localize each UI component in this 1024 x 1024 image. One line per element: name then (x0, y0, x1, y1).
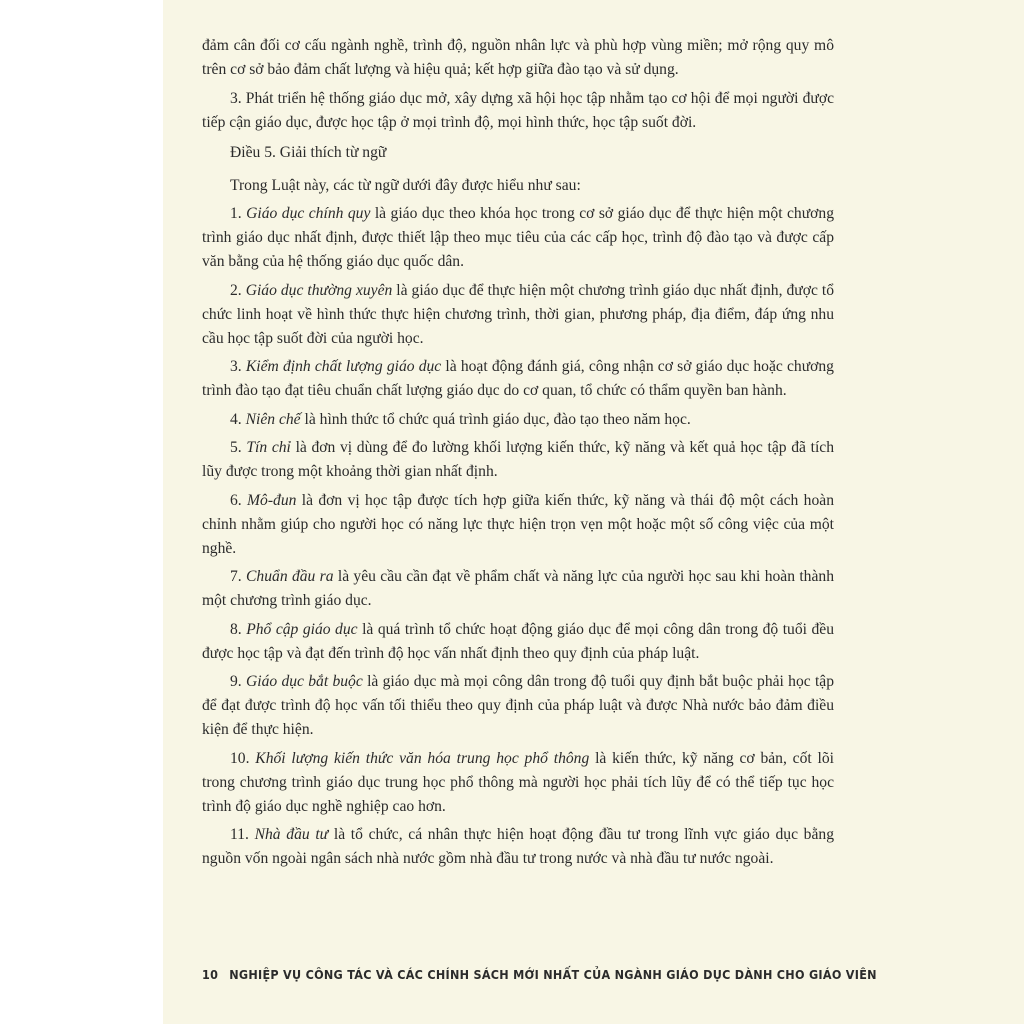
definition-text: là kiến thức, kỹ năng cơ bản, cốt lõi trong chương trình giáo dục trung học phổ thông mà người học phải tích lũy để có thể tiếp tục học trình độ giáo dục nghề nghiệp cao hơn. (202, 749, 834, 815)
definition-term: Niên chế (245, 410, 301, 428)
definition-term: Kiểm định chất lượng giáo dục (245, 358, 442, 375)
definition-text: là giáo dục mà mọi công dân trong độ tuổi quy định bắt buộc phải học tập để đạt được trình độ học vấn tối thiểu theo quy định của pháp luật và được Nhà nước bảo đảm điều kiện để thực hiện. (202, 673, 835, 738)
running-title: NGHIỆP VỤ CÔNG TÁC VÀ CÁC CHÍNH SÁCH MỚI NHẤT CỦA NGÀNH GIÁO DỤC DÀNH CHO GIÁO VIÊN (229, 968, 877, 982)
definition-number: 9. (230, 673, 246, 690)
article-heading: Điều 5. Giải thích từ ngữ (230, 143, 387, 161)
definition-3 (202, 355, 834, 403)
definition-6 (202, 489, 834, 561)
definition-text: là hình thức tổ chức quá trình giáo dục, đào tạo theo năm học. (300, 410, 691, 428)
definition-text: là đơn vị học tập được tích hợp giữa kiến thức, kỹ năng và thái độ một cách hoàn chỉnh nhằm giúp cho người học có năng lực thực hiện trọn vẹn một hoặc một số công việc của một nghề. (202, 491, 834, 557)
paragraph-continuation: đảm cân đối cơ cấu ngành nghề, trình độ, nguồn nhân lực và phù hợp vùng miền; mở rộng quy mô trên cơ sở bảo đảm chất lượng và hiệu quả; kết hợp giữa đào tạo và sử dụng. (202, 37, 834, 78)
definition-text: là quá trình tổ chức hoạt động giáo dục để mọi công dân trong độ tuổi đều được học tập và đạt đến trình độ học vấn nhất định theo quy định của pháp luật. (202, 620, 834, 662)
article-intro: Trong Luật này, các từ ngữ dưới đây được hiểu như sau: (230, 176, 581, 194)
definition-term: Giáo dục chính quy (246, 205, 371, 222)
definition-number: 11. (230, 826, 255, 843)
definition-8 (202, 618, 834, 666)
definition-5 (202, 436, 834, 484)
definition-term: Giáo dục thường xuyên (245, 281, 393, 299)
definition-1 (202, 202, 834, 274)
definition-7 (202, 565, 834, 613)
definition-number: 3. (230, 358, 246, 375)
definition-number: 4. (230, 410, 246, 428)
definition-2 (202, 279, 834, 351)
definition-number: 8. (230, 620, 247, 638)
definition-11 (202, 823, 834, 871)
definition-term: Giáo dục bắt buộc (245, 673, 363, 690)
definition-number: 1. (230, 205, 247, 222)
definition-9 (202, 670, 834, 742)
page-number: 10 (202, 968, 219, 982)
definition-term: Nhà đầu tư (254, 826, 329, 843)
definition-number: 2. (230, 281, 246, 299)
definition-text: là giáo dục để thực hiện một chương trình giáo dục nhất định, được tổ chức linh hoạt về hình thức thực hiện chương trình, thời gian, phương pháp, địa điểm, đáp ứng nhu cầu học tập suốt đời của người học. (202, 281, 835, 347)
definition-term: Mô-đun (247, 491, 297, 509)
definition-term: Tín chỉ (246, 439, 291, 456)
definition-number: 5. (230, 439, 247, 456)
paragraph-item-3: 3. Phát triển hệ thống giáo dục mở, xây dựng xã hội học tập nhằm tạo cơ hội để mọi người được tiếp cận giáo dục, được học tập ở mọi trình độ, mọi hình thức, học tập suốt đời. (202, 89, 834, 131)
page-footer (202, 968, 877, 982)
definition-4 (202, 408, 834, 432)
definition-number: 7. (230, 568, 247, 585)
definition-number: 10. (230, 749, 256, 767)
definition-number: 6. (230, 491, 248, 509)
page-body (202, 34, 834, 876)
definition-text: là đơn vị dùng để đo lường khối lượng kiến thức, kỹ năng và kết quả học tập đã tích lũy được trong một khoảng thời gian nhất định. (202, 439, 834, 480)
definition-term: Khối lượng kiến thức văn hóa trung học phổ thông (255, 749, 590, 767)
definition-text: là giáo dục theo khóa học trong cơ sở giáo dục để thực hiện một chương trình giáo dục nhất định, được thiết lập theo mục tiêu của các cấp học, trình độ đào tạo và được cấp văn bằng của hệ thống giáo dục quốc dân. (202, 205, 835, 270)
definition-10 (202, 747, 834, 819)
definition-term: Chuẩn đầu ra (246, 568, 334, 585)
definition-text: là tổ chức, cá nhân thực hiện hoạt động đầu tư trong lĩnh vực giáo dục bằng nguồn vốn ngoài ngân sách nhà nước gồm nhà đầu tư trong nước và nhà đầu tư nước ngoài. (202, 826, 834, 867)
definition-text: là yêu cầu cần đạt về phẩm chất và năng lực của người học sau khi hoàn thành một chương trình giáo dục. (202, 568, 834, 609)
definition-term: Phổ cập giáo dục (246, 620, 358, 638)
definition-text: là hoạt động đánh giá, công nhận cơ sở giáo dục hoặc chương trình đào tạo đạt tiêu chuẩn chất lượng giáo dục do cơ quan, tổ chức có thẩm quyền ban hành. (202, 358, 834, 399)
